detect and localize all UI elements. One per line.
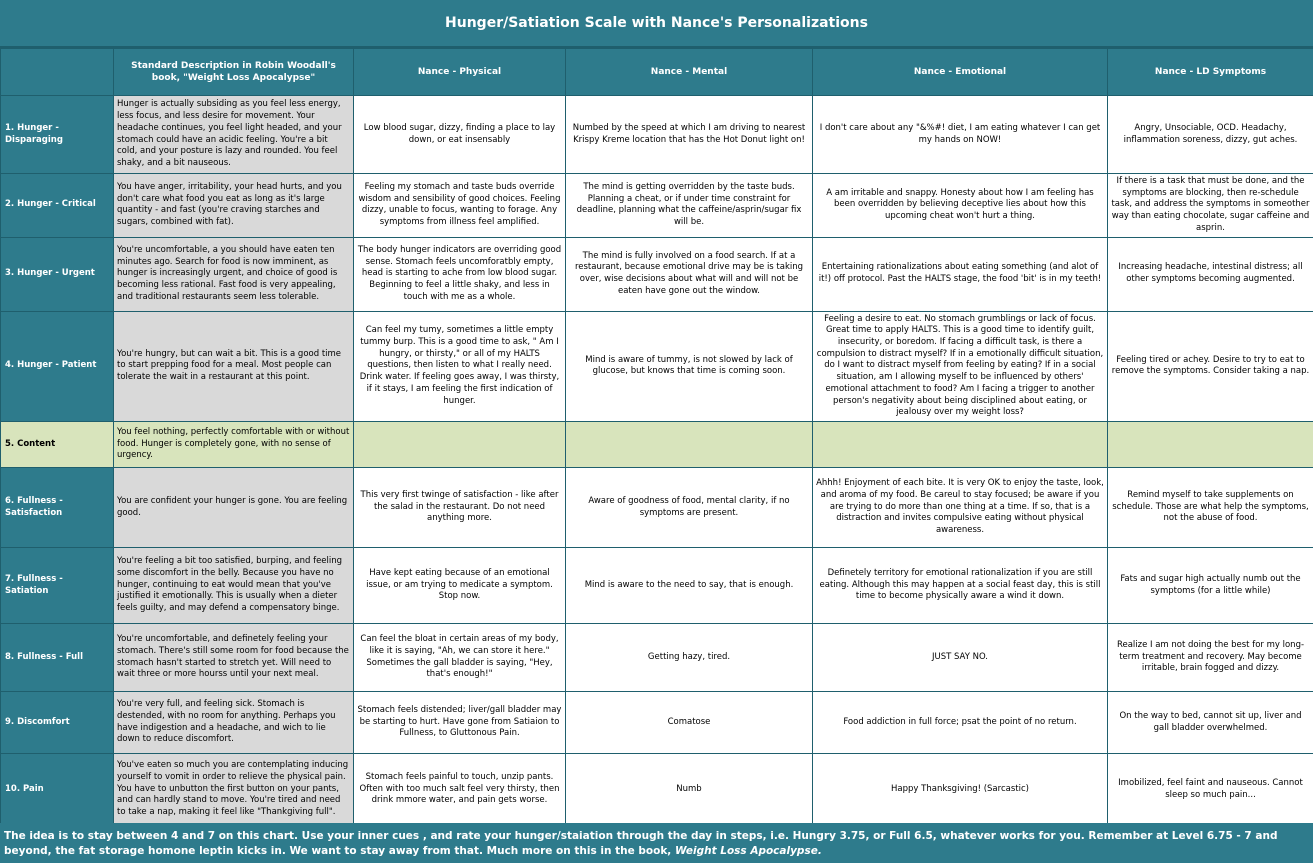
header-emotional: Nance - Emotional bbox=[813, 49, 1108, 96]
table-row-content bbox=[1, 422, 1313, 468]
emotional-cell: A am irritable and snappy. Honesty about how I am feeling has been overridden by believing deceptive lies about how this upcoming cheat won't hurt a thing. bbox=[813, 174, 1108, 238]
level-label: 4. Hunger - Patient bbox=[1, 311, 114, 421]
table-row bbox=[1, 174, 1313, 238]
standard-description-cell: You feel nothing, perfectly comfortable with or without food. Hunger is completely gone, with no sense of urgency. bbox=[114, 422, 354, 468]
level-label: 2. Hunger - Critical bbox=[1, 174, 114, 238]
page-title: Hunger/Satiation Scale with Nance's Personalizations bbox=[0, 0, 1313, 48]
emotional-cell bbox=[813, 422, 1108, 468]
standard-description-cell: Hunger is actually subsiding as you feel less energy, less focus, and less desire for movement. Your headache continues, you feel light headed, and your stomach could have an acidic feeling. You're a bit cold, and your posture is lazy and rounded. You feel shaky, and a bit nauseous. bbox=[114, 96, 354, 174]
level-label: 1. Hunger - Disparaging bbox=[1, 96, 114, 174]
table-row bbox=[1, 237, 1313, 311]
footer-book-title: Weight Loss Apocalypse. bbox=[674, 845, 822, 858]
header-row bbox=[1, 49, 1313, 96]
ld-symptoms-cell: Remind myself to take supplements on schedule. Those are what help the symptoms, not the abuse of food. bbox=[1108, 468, 1313, 548]
physical-cell bbox=[354, 422, 566, 468]
mental-cell: Getting hazy, tired. bbox=[566, 624, 813, 692]
table-row bbox=[1, 692, 1313, 754]
mental-cell: Comatose bbox=[566, 692, 813, 754]
emotional-cell: Feeling a desire to eat. No stomach grumblings or lack of focus. Great time to apply HALTS. This is a good time to identify guilt, insecurity, or boredom. If facing a difficult task, is there a compulsion to distract myself? If in a emotionally difficult situation, do I want to distract myself from feeling by eating? If in a social situation, am I allowing myself to be influenced by others' emotional attachment to food? Am I facing a trigger to another person's negativity about being disciplined about eating, or jealousy over my weight loss? bbox=[813, 311, 1108, 421]
standard-description-cell: You're feeling a bit too satisfied, burping, and feeling some discomfort in the belly. Because you have no hunger, continuing to eat would mean that you've justified it emotionally. This is usually when a dieter feels guilty, and may defend a compensatory binge. bbox=[114, 548, 354, 624]
table-row bbox=[1, 548, 1313, 624]
mental-cell: The mind is fully involved on a food search. If at a restaurant, because emotional drive may be is taking over, wise decisions about what will and will not be eaten have gone out the window. bbox=[566, 237, 813, 311]
standard-description-cell: You're hungry, but can wait a bit. This is a good time to start prepping food for a meal. Most people can tolerate the wait in a restaurant at this point. bbox=[114, 311, 354, 421]
physical-cell: This very first twinge of satisfaction - like after the salad in the restaurant. Do not need anything more. bbox=[354, 468, 566, 548]
physical-cell: Low blood sugar, dizzy, finding a place to lay down, or eat insensably bbox=[354, 96, 566, 174]
level-label: 5. Content bbox=[1, 422, 114, 468]
level-label: 7. Fullness - Satiation bbox=[1, 548, 114, 624]
level-label: 3. Hunger - Urgent bbox=[1, 237, 114, 311]
ld-symptoms-cell: Feeling tired or achey. Desire to try to eat to remove the symptoms. Consider taking a nap. bbox=[1108, 311, 1313, 421]
standard-description-cell: You have anger, irritability, your head hurts, and you don't care what food you eat as long as it's large quantity - and fast (you're craving starches and sugars, combined with fat). bbox=[114, 174, 354, 238]
standard-description-cell: You're uncomfortable, a you should have eaten ten minutes ago. Search for food is now imminent, as hunger is increasingly urgent, and choice of good is becoming less rational. Fast food is very appealing, and traditional restaurants seem less tolerable. bbox=[114, 237, 354, 311]
mental-cell: The mind is getting overridden by the taste buds. Planning a cheat, or if under time constraint for deadline, planning what the caffeine/asprin/sugar fix will be. bbox=[566, 174, 813, 238]
ld-symptoms-cell: Angry, Unsociable, OCD. Headachy, inflammation soreness, dizzy, gut aches. bbox=[1108, 96, 1313, 174]
footer-text: The idea is to stay between 4 and 7 on this chart. Use your inner cues , and rate your hunger/staiation through the day in steps, i.e. Hungry 3.75, or Full 6.5, whatever works for you. Remember at Level 6.75 - 7 and beyond, the fat storage homone leptin kicks in. We want to stay away from that. Much more on this in the book, bbox=[4, 830, 1278, 858]
header-mental: Nance - Mental bbox=[566, 49, 813, 96]
ld-symptoms-cell: On the way to bed, cannot sit up, liver and gall bladder overwhelmed. bbox=[1108, 692, 1313, 754]
ld-symptoms-cell: Increasing headache, intestinal distress; all other symptoms becoming augmented. bbox=[1108, 237, 1313, 311]
ld-symptoms-cell bbox=[1108, 422, 1313, 468]
physical-cell: Can feel the bloat in certain areas of my body, like it is saying, "Ah, we can store it here." Sometimes the gall bladder is saying, "Hey, that's enough!" bbox=[354, 624, 566, 692]
level-label: 8. Fullness - Full bbox=[1, 624, 114, 692]
table-row bbox=[1, 311, 1313, 421]
table-row bbox=[1, 624, 1313, 692]
emotional-cell: Definetely territory for emotional rationalization if you are still eating. Although this may happen at a social feast day, this is still time to become physically aware a wind it down. bbox=[813, 548, 1108, 624]
mental-cell: Aware of goodness of food, mental clarity, if no symptoms are present. bbox=[566, 468, 813, 548]
physical-cell: Stomach feels painful to touch, unzip pants. Often with too much salt feel very thirsty, then drink mmore water, and pain gets worse. bbox=[354, 754, 566, 826]
standard-description-cell: You're very full, and feeling sick. Stomach is destended, with no room for anything. Perhaps you have indigestion and a headache, and wich to lie down to reduce discomfort. bbox=[114, 692, 354, 754]
mental-cell: Mind is aware to the need to say, that is enough. bbox=[566, 548, 813, 624]
standard-description-cell: You've eaten so much you are contemplating inducing yourself to vomit in order to relieve the physical pain. You have to unbutton the first button on your pants, and can hardly stand to move. You're tired and need to take a nap, making it feel like "Thankgiving full". bbox=[114, 754, 354, 826]
emotional-cell: I don't care about any "&%#! diet, I am eating whatever I can get my hands on NOW! bbox=[813, 96, 1108, 174]
emotional-cell: Entertaining rationalizations about eating something (and alot of it!) off protocol. Past the HALTS stage, the food 'bit' is in my teeth! bbox=[813, 237, 1108, 311]
emotional-cell: Happy Thanksgiving! (Sarcastic) bbox=[813, 754, 1108, 826]
emotional-cell: Food addiction in full force; psat the point of no return. bbox=[813, 692, 1108, 754]
level-label: 6. Fullness - Satisfaction bbox=[1, 468, 114, 548]
standard-description-cell: You are confident your hunger is gone. You are feeling good. bbox=[114, 468, 354, 548]
table-row bbox=[1, 468, 1313, 548]
footer-note bbox=[0, 823, 1313, 863]
physical-cell: The body hunger indicators are overriding good sense. Stomach feels uncomforatbly empty, head is starting to ache from low blood sugar. Beginning to feel a little shaky, and less in touch with me as a whole. bbox=[354, 237, 566, 311]
emotional-cell: JUST SAY NO. bbox=[813, 624, 1108, 692]
header-ld-symptoms: Nance - LD Symptoms bbox=[1108, 49, 1313, 96]
ld-symptoms-cell: If there is a task that must be done, and the symptoms are blocking, then re-schedule task, and address the symptoms in someother way than eating chocolate, sugar caffeine and asprin. bbox=[1108, 174, 1313, 238]
physical-cell: Stomach feels distended; liver/gall bladder may be starting to hurt. Have gone from Satiaion to Fullness, to Gluttonous Pain. bbox=[354, 692, 566, 754]
header-standard-description: Standard Description in Robin Woodall's book, "Weight Loss Apocalypse" bbox=[114, 49, 354, 96]
ld-symptoms-cell: Realize I am not doing the best for my long-term treatment and recovery. May become irritable, brain fogged and dizzy. bbox=[1108, 624, 1313, 692]
table-row bbox=[1, 754, 1313, 826]
physical-cell: Can feel my tumy, sometimes a little empty tummy burp. This is a good time to ask, " Am I hungry, or thirsty," or all of my HALTS questions, then listen to what I really need. Drink water. If feeling goes away, I was thirsty, if it stays, I am feeling the first indication of hunger. bbox=[354, 311, 566, 421]
mental-cell bbox=[566, 422, 813, 468]
mental-cell: Numb bbox=[566, 754, 813, 826]
emotional-cell: Ahhh! Enjoyment of each bite. It is very OK to enjoy the taste, look, and aroma of my food. Be careul to stay focused; be aware if you are trying to do more than one thing at a time. If so, that is a distraction and invites compulsive eating without physical awareness. bbox=[813, 468, 1108, 548]
header-level bbox=[1, 49, 114, 96]
ld-symptoms-cell: Imobilized, feel faint and nauseous. Cannot sleep so much pain... bbox=[1108, 754, 1313, 826]
hunger-scale-table bbox=[0, 48, 1313, 826]
mental-cell: Numbed by the speed at which I am driving to nearest Krispy Kreme location that has the Hot Donut light on! bbox=[566, 96, 813, 174]
physical-cell: Feeling my stomach and taste buds override wisdom and sensibility of good choices. Feeling dizzy, unable to focus, wanting to forage. Any symptoms from illness feel amplified. bbox=[354, 174, 566, 238]
level-label: 10. Pain bbox=[1, 754, 114, 826]
ld-symptoms-cell: Fats and sugar high actually numb out the symptoms (for a little while) bbox=[1108, 548, 1313, 624]
physical-cell: Have kept eating because of an emotional issue, or am trying to medicate a symptom. Stop now. bbox=[354, 548, 566, 624]
header-physical: Nance - Physical bbox=[354, 49, 566, 96]
standard-description-cell: You're uncomfortable, and definetely feeling your stomach. There's still some room for food because the stomach hasn't started to stretch yet. Will need to wait three or more hourss until your next meal. bbox=[114, 624, 354, 692]
mental-cell: Mind is aware of tummy, is not slowed by lack of glucose, but knows that time is coming soon. bbox=[566, 311, 813, 421]
level-label: 9. Discomfort bbox=[1, 692, 114, 754]
table-row bbox=[1, 96, 1313, 174]
